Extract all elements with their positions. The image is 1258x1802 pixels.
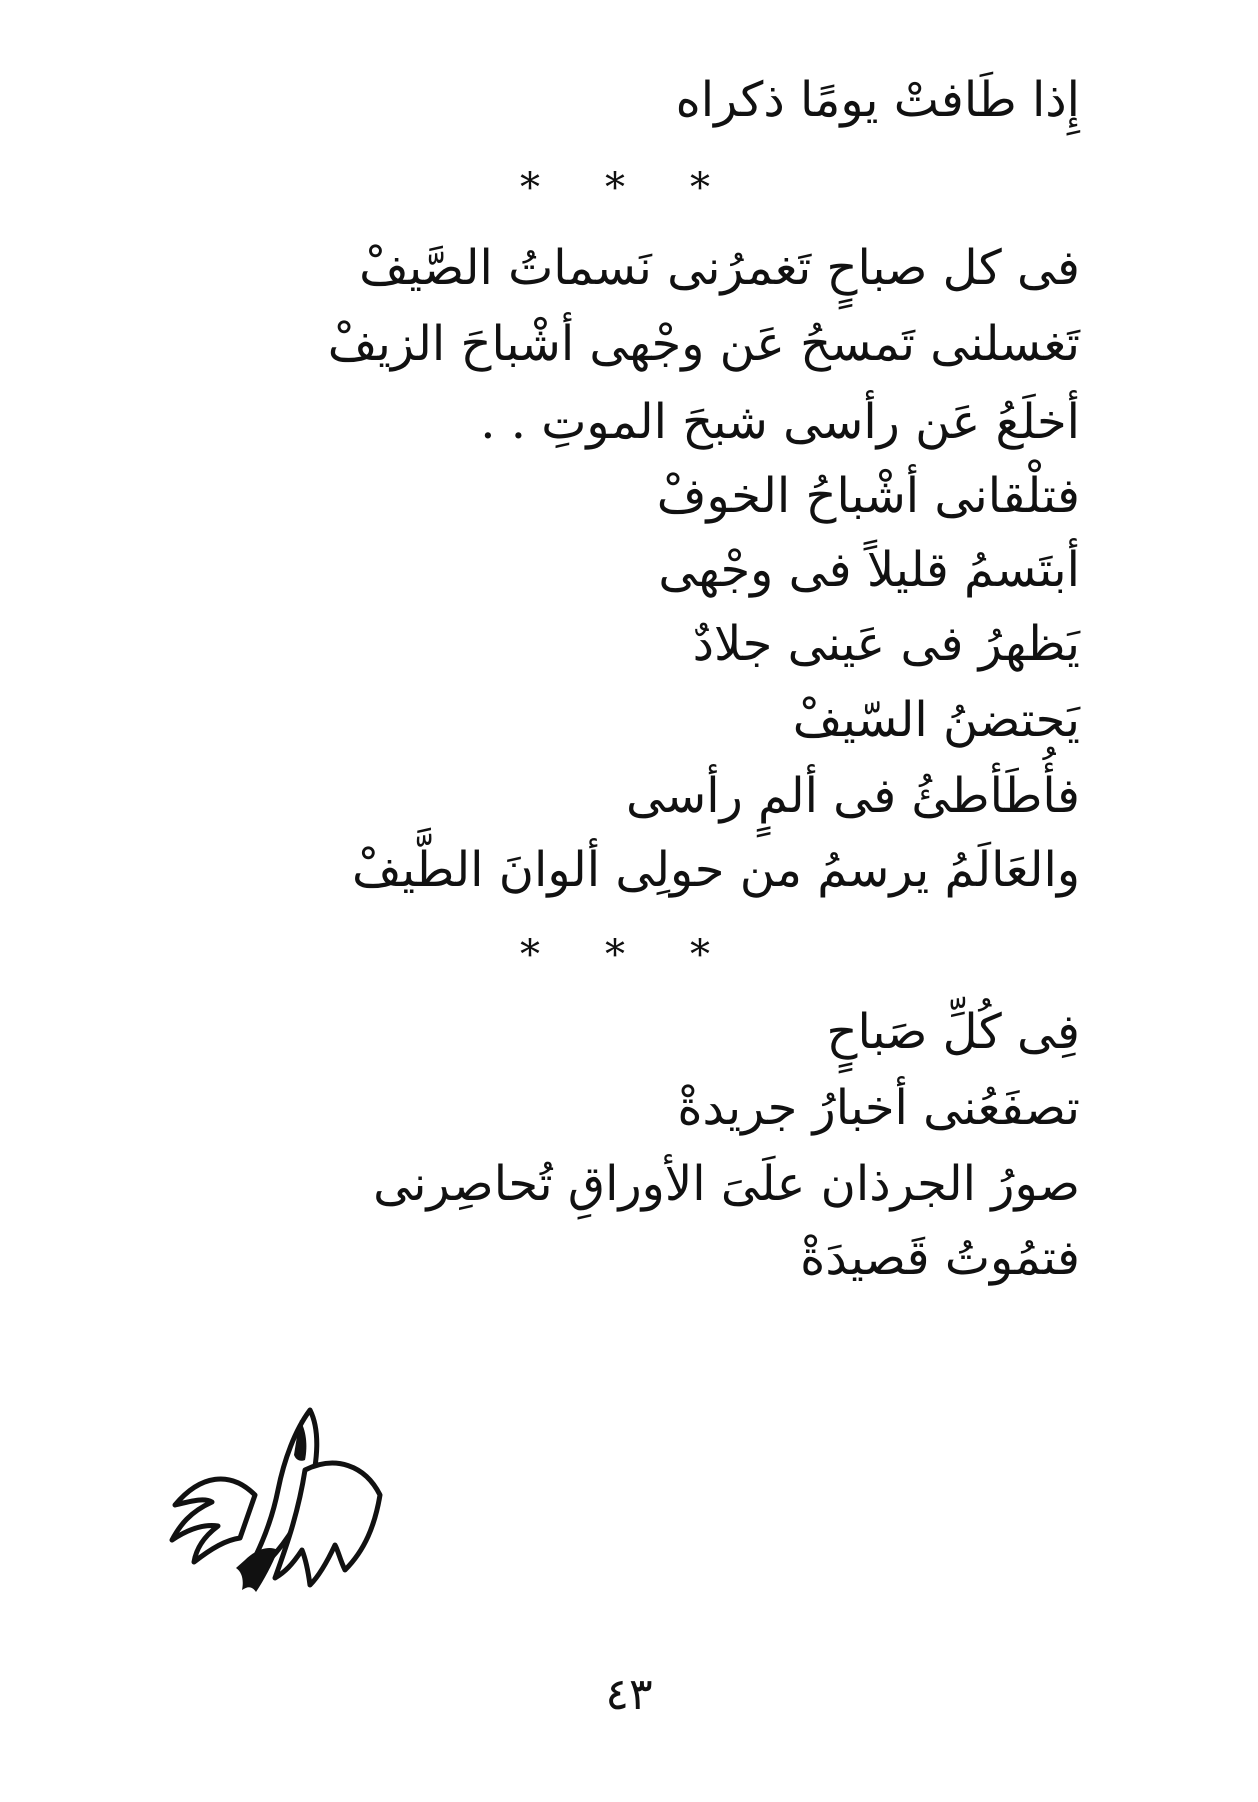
poem-line: أخلَعُ عَن رأسى شبحَ الموتِ . . <box>480 394 1080 450</box>
page-number: ٤٣ <box>605 1669 653 1720</box>
asterisk-icon: * <box>605 165 625 211</box>
poem-line: يَظهرُ فى عَينى جلادٌ <box>692 616 1080 672</box>
stanza-separator <box>520 932 710 978</box>
asterisk-icon: * <box>520 932 540 978</box>
poem-line: فى كل صباحٍ تَغمرُنى نَسماتُ الصَّيفْ <box>359 240 1080 296</box>
asterisk-icon: * <box>605 932 625 978</box>
poem-line: يَحتضنُ السّيفْ <box>792 692 1080 748</box>
poem-line: إِذا طَافتْ يومًا ذكراه <box>675 72 1080 128</box>
poem-line: فأُطَأطئُ فى ألمٍ رأسى <box>626 768 1080 824</box>
stanza-separator <box>520 165 710 211</box>
poem-line: تَغسلنى تَمسحُ عَن وجْهى أشْباحَ الزيفْ <box>327 316 1080 372</box>
asterisk-icon: * <box>520 165 540 211</box>
asterisk-icon: * <box>690 932 710 978</box>
asterisk-icon: * <box>690 165 710 211</box>
poem-line: تصفَعُنى أخبارُ جريدةْ <box>677 1080 1080 1136</box>
poem-line: صورُ الجرذان علَىَ الأوراقِ تُحاصِرنى <box>373 1156 1080 1212</box>
poem-line: فتلْقانى أشْباحُ الخوفْ <box>656 468 1080 524</box>
poem-line: والعَالَمُ يرسمُ من حولِى ألوانَ الطَّيفْ <box>352 842 1080 898</box>
poem-line: أبتَسمُ قليلاً فى وجْهى <box>658 542 1080 598</box>
dove-illustration-icon <box>160 1400 400 1610</box>
poem-line: فتمُوتُ قَصيدَةْ <box>800 1230 1080 1286</box>
poem-line: فِى كُلِّ صَباحٍ <box>826 1004 1080 1060</box>
